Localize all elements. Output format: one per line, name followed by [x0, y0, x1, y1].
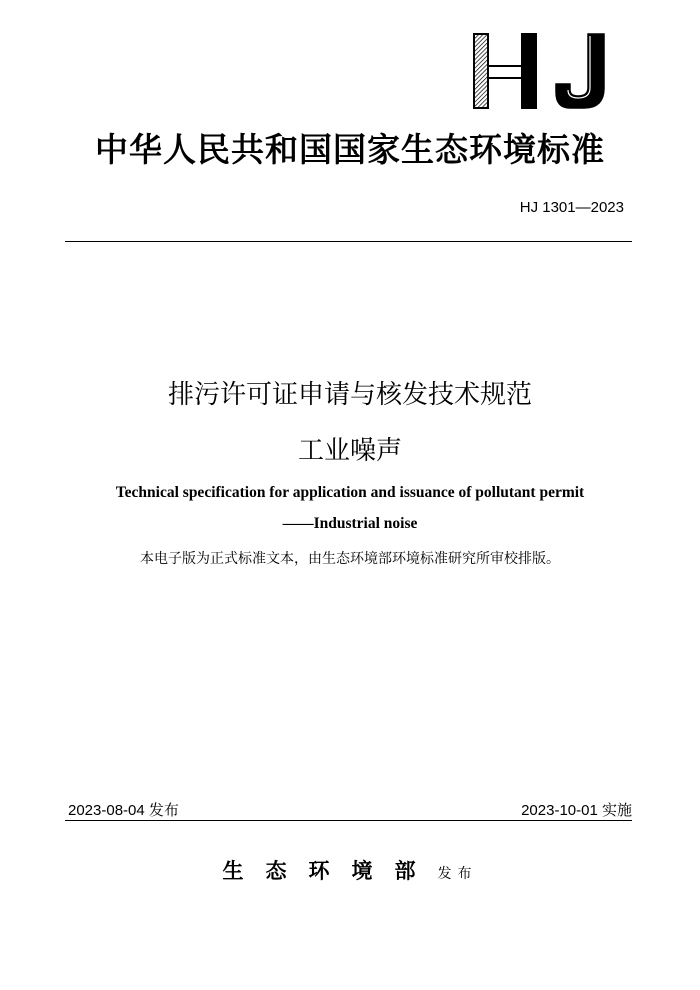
header-divider — [65, 241, 632, 242]
national-standard-title: 中华人民共和国国家生态环境标准 — [95, 130, 605, 169]
electronic-version-note: 本电子版为正式标准文本，由生态环境部环境标准研究所审校排版。 — [140, 551, 560, 567]
hj-logo — [470, 30, 620, 112]
document-subtitle-cn: 工业噪声 — [297, 436, 402, 466]
issuer-line — [0, 855, 700, 885]
footer-divider — [65, 820, 632, 821]
implementation-date: 2023-10-01 实施 — [521, 802, 632, 819]
release-date: 2023-08-04 发布 — [68, 802, 179, 819]
standard-number: HJ 1301—2023 — [519, 199, 624, 216]
document-title-en: Technical specification for application and issuance of pollutant permit — [115, 484, 585, 501]
document-title-cn: 排污许可证申请与核发技术规范 — [167, 380, 532, 410]
issuer-suffix: 发布 — [437, 866, 478, 882]
document-subtitle-en: ——Industrial noise — [282, 515, 418, 532]
issuer-name: 生态环境部 — [222, 858, 438, 883]
